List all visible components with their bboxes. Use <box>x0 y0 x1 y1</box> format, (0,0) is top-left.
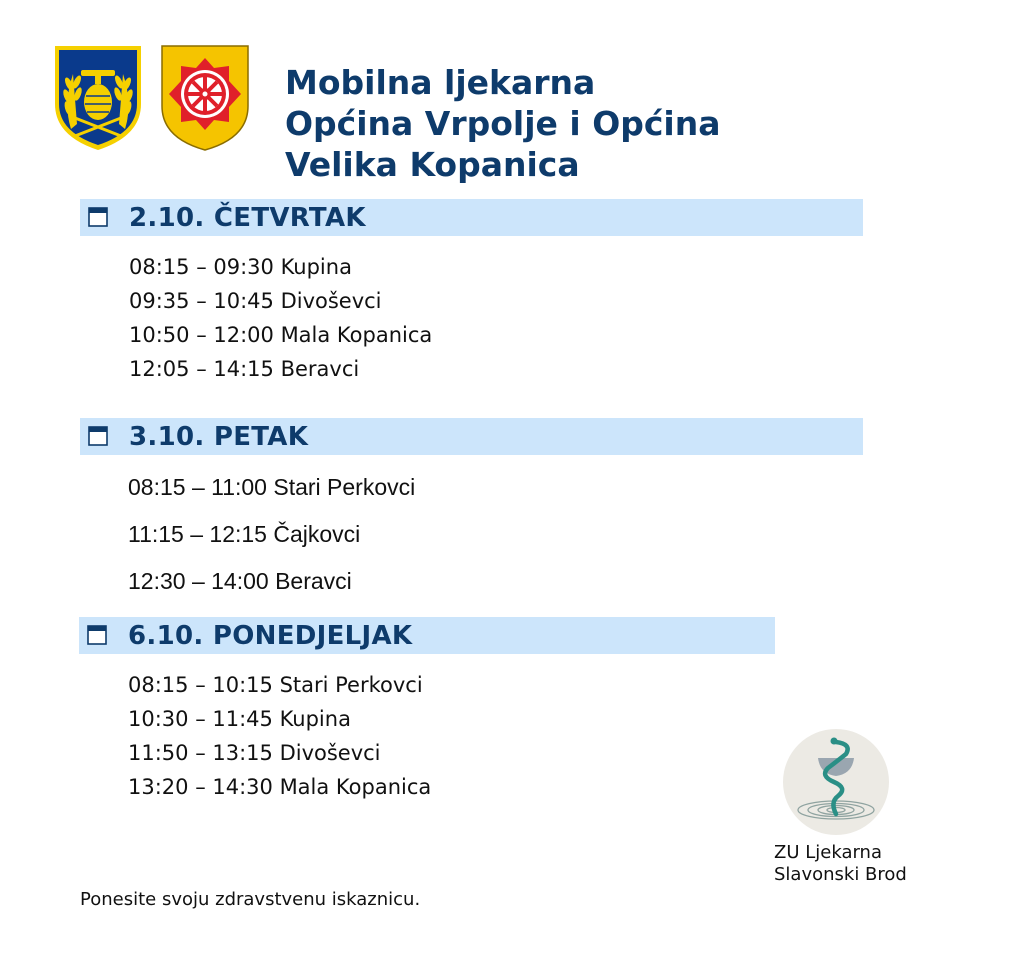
calendar-icon <box>87 625 107 645</box>
schedule-item: 10:30 – 11:45 Kupina <box>128 707 351 731</box>
schedule-list-friday <box>128 464 415 605</box>
organization-line: ZU Ljekarna <box>774 842 882 863</box>
schedule-item: 09:35 – 10:45 Divoševci <box>129 289 382 313</box>
velika-kopanica-coat-of-arms-icon <box>160 44 250 152</box>
schedule-item: 12:05 – 14:15 Beravci <box>129 357 360 381</box>
day-label: 6.10. PONEDJELJAK <box>128 621 413 651</box>
schedule-item: 11:50 – 13:15 Divoševci <box>128 741 381 765</box>
schedule-item: 08:15 – 11:00 Stari Perkovci <box>128 474 416 500</box>
calendar-icon <box>88 207 108 227</box>
day-label: 3.10. PETAK <box>129 422 309 452</box>
calendar-icon <box>88 426 108 446</box>
page-title <box>285 62 721 185</box>
title-line: Mobilna ljekarna <box>285 63 596 102</box>
schedule-list-monday <box>128 668 431 804</box>
organization-line: Slavonski Brod <box>774 864 907 885</box>
pharmacy-snake-bowl-icon <box>782 728 890 836</box>
schedule-item: 08:15 – 09:30 Kupina <box>129 255 352 279</box>
vrpolje-coat-of-arms-icon <box>53 44 143 152</box>
schedule-item: 13:20 – 14:30 Mala Kopanica <box>128 775 432 799</box>
footer-note: Ponesite svoju zdravstvenu iskaznicu. <box>80 889 421 910</box>
schedule-item: 10:50 – 12:00 Mala Kopanica <box>129 323 433 347</box>
title-line: Općina Vrpolje i Općina <box>285 104 721 143</box>
day-header-thursday <box>80 199 863 236</box>
schedule-item: 11:15 – 12:15 Čajkovci <box>128 521 361 547</box>
schedule-item: 12:30 – 14:00 Beravci <box>128 568 352 594</box>
day-label: 2.10. ČETVRTAK <box>129 203 366 233</box>
day-header-monday <box>79 617 775 654</box>
title-line: Velika Kopanica <box>285 145 580 184</box>
schedule-list-thursday <box>129 250 432 386</box>
organization-name <box>774 842 907 886</box>
day-header-friday <box>80 418 863 455</box>
schedule-item: 08:15 – 10:15 Stari Perkovci <box>128 673 423 697</box>
